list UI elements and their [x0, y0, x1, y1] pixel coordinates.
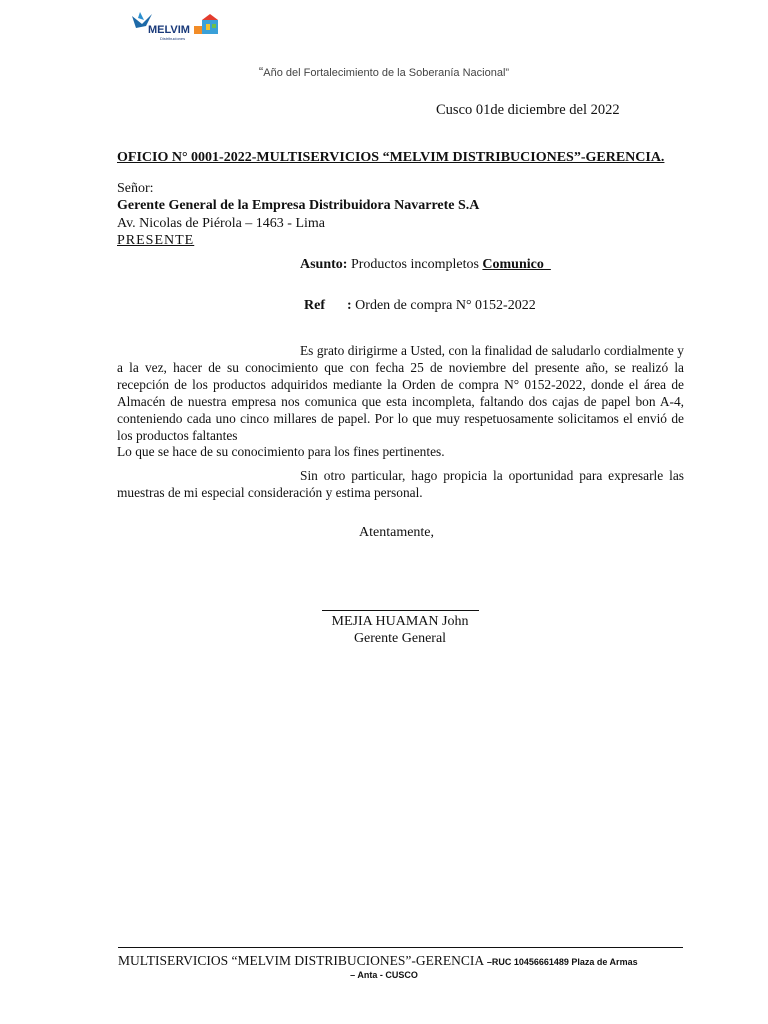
- asunto-label: Asunto:: [300, 257, 348, 272]
- year-motto: [0, 64, 768, 79]
- footer-location: – Anta - CUSCO: [350, 970, 418, 980]
- ref-text: Orden de compra N° 0152-2022: [351, 298, 536, 313]
- ref-separator: :: [347, 298, 352, 313]
- footer-divider: [118, 947, 683, 948]
- footer-company-line: [118, 953, 638, 969]
- letter-date: Cusco 01de diciembre del 2022: [436, 102, 620, 118]
- asunto-line: [300, 256, 551, 273]
- asunto-text: Productos incompletos: [347, 257, 483, 272]
- salutation: Señor:: [117, 181, 154, 196]
- signer-title: Gerente General: [353, 631, 447, 646]
- ref-label: Ref: [304, 298, 325, 313]
- signature-line: [322, 610, 479, 611]
- motto-open-quote: “: [258, 64, 264, 79]
- recipient-name: Gerente General de la Empresa Distribuidora Navarrete S.A: [117, 198, 480, 213]
- company-logo: [122, 8, 230, 42]
- ref-line: [304, 297, 536, 314]
- oficio-number: OFICIO N° 0001-2022-MULTISERVICIOS “MELVIM DISTRIBUCIONES”-GERENCIA.: [117, 150, 665, 165]
- logo-tagline: Distribuciones: [160, 36, 186, 41]
- footer-company: MULTISERVICIOS “MELVIM DISTRIBUCIONES”-GERENCIA: [118, 953, 487, 968]
- logo-brand-text: MELVIM: [148, 24, 190, 36]
- body-paragraph-1: Es grato dirigirme a Usted, con la finalidad de saludarlo cordialmente y a la vez, hacer de su conocimiento que con fecha 25 de noviembre del presente año, se realizó la recepción de los productos adquiridos mediante la Orden de compra N° 0152-2022, donde el área de Almacén de nuestra empresa nos comunica que esta incompleta, faltando dos cajas de papel bon A-4, conteniendo cada uno cinco millares de papel. Por lo que muy respetuosamente solicitamos el envió de los productos faltantes: [117, 343, 684, 443]
- recipient-address: Av. Nicolas de Piérola – 1463 - Lima: [117, 216, 326, 231]
- signer-name: MEJIA HUAMAN John: [331, 614, 469, 629]
- motto-text: Año del Fortalecimiento de la Soberanía Nacional”: [263, 67, 510, 79]
- asunto-emphasis: Comunico: [482, 257, 551, 272]
- presente-label: PRESENTE: [117, 233, 195, 248]
- body-paragraph-2: Sin otro particular, hago propicia la oportunidad para expresarle las muestras de mi especial consideración y estima personal.: [117, 468, 684, 500]
- closing: Atentamente,: [359, 525, 435, 540]
- footer-ruc: –RUC 10456661489 Plaza de Armas: [486, 957, 638, 967]
- body-paragraph-1-tail: Lo que se hace de su conocimiento para los fines pertinentes.: [117, 444, 445, 459]
